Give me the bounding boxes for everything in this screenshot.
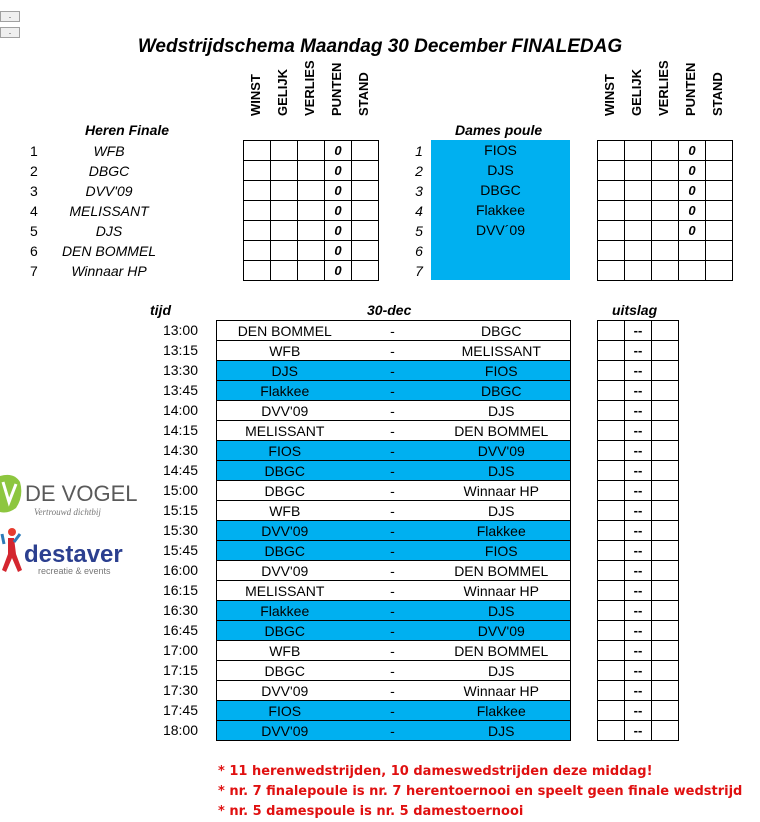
away-score-cell[interactable] (652, 621, 679, 641)
match-row (217, 461, 571, 481)
table-row (598, 221, 733, 241)
match-time: 13:45 (162, 382, 198, 398)
punten-cell[interactable]: 0 (679, 161, 706, 181)
table-row (244, 221, 379, 241)
col-stand-heren: STAND (356, 72, 371, 116)
result-separator: -- (625, 421, 652, 441)
result-separator: -- (625, 641, 652, 661)
match-time: 14:30 (162, 442, 198, 458)
punten-cell[interactable]: 0 (325, 261, 352, 281)
result-separator: -- (625, 481, 652, 501)
result-row (598, 621, 679, 641)
col-punten-dames: PUNTEN (683, 62, 698, 116)
heren-team: WFB (93, 143, 125, 159)
home-team[interactable]: DBGC (217, 621, 353, 641)
destaver-logo-mark (0, 524, 130, 580)
match-row (217, 701, 571, 721)
table-row (244, 181, 379, 201)
away-score-cell[interactable] (652, 501, 679, 521)
table-row (244, 161, 379, 181)
home-team[interactable]: Flakkee (217, 601, 353, 621)
punten-cell[interactable]: 0 (325, 201, 352, 221)
match-time: 13:15 (162, 342, 198, 358)
away-team[interactable]: DJS (433, 401, 571, 421)
away-team[interactable]: DJS (433, 501, 571, 521)
away-score-cell[interactable] (652, 701, 679, 721)
note-line: * nr. 7 finalepoule is nr. 7 herentoernooi en speelt geen finale wedstrijd (218, 784, 743, 799)
home-score-cell[interactable] (598, 721, 625, 741)
match-row (217, 641, 571, 661)
match-row (217, 681, 571, 701)
note-line: * 11 herenwedstrijden, 10 dameswedstrijden deze middag! (218, 764, 653, 779)
result-separator: -- (625, 681, 652, 701)
result-header: uitslag (612, 302, 658, 318)
dames-team: DJS (487, 162, 514, 178)
home-team[interactable]: WFB (217, 341, 353, 361)
match-row (217, 481, 571, 501)
heren-nr: 6 (30, 243, 38, 259)
table-row (244, 201, 379, 221)
result-separator: -- (625, 461, 652, 481)
result-row (598, 341, 679, 361)
home-team[interactable]: DBGC (217, 481, 353, 501)
match-time: 16:00 (162, 562, 198, 578)
dames-team: DVV´09 (475, 222, 526, 238)
heren-team: Winnaar HP (71, 263, 147, 279)
result-row (598, 541, 679, 561)
away-team[interactable]: DJS (433, 461, 571, 481)
match-separator: - (353, 321, 433, 341)
match-time: 16:15 (162, 582, 198, 598)
match-time: 17:30 (162, 682, 198, 698)
result-separator: -- (625, 501, 652, 521)
away-score-cell[interactable] (652, 541, 679, 561)
table-row (244, 241, 379, 261)
punten-cell[interactable]: 0 (325, 241, 352, 261)
match-time: 17:45 (162, 702, 198, 718)
match-time: 14:15 (162, 422, 198, 438)
match-time: 15:45 (162, 542, 198, 558)
dames-nr: 3 (415, 183, 423, 199)
note-line: * nr. 5 damespoule is nr. 5 damestoernooi (218, 804, 524, 819)
away-team[interactable]: Flakkee (433, 521, 571, 541)
result-separator: -- (625, 321, 652, 341)
away-team[interactable]: DJS (433, 721, 571, 741)
match-separator: - (353, 521, 433, 541)
result-separator: -- (625, 661, 652, 681)
punten-cell[interactable]: 0 (325, 181, 352, 201)
away-score-cell[interactable] (652, 521, 679, 541)
home-team[interactable]: DVV'09 (217, 521, 353, 541)
col-winst-dames: WINST (602, 74, 617, 116)
match-row (217, 621, 571, 641)
home-score-cell[interactable] (598, 501, 625, 521)
table-row (598, 141, 733, 161)
match-time: 15:30 (162, 522, 198, 538)
match-time: 13:30 (162, 362, 198, 378)
punten-cell[interactable] (679, 241, 706, 261)
match-separator: - (353, 661, 433, 681)
match-separator: - (353, 561, 433, 581)
result-row (598, 701, 679, 721)
away-team[interactable]: DBGC (433, 321, 571, 341)
result-row (598, 561, 679, 581)
table-row (598, 161, 733, 181)
devogel-logo-mark (0, 468, 150, 520)
away-score-cell[interactable] (652, 641, 679, 661)
dames-team: FIOS (484, 142, 517, 158)
away-score-cell[interactable] (652, 461, 679, 481)
result-separator: -- (625, 541, 652, 561)
away-score-cell[interactable] (652, 661, 679, 681)
result-separator: -- (625, 441, 652, 461)
match-separator: - (353, 381, 433, 401)
heren-team: DEN BOMMEL (61, 243, 157, 259)
home-team[interactable]: DBGC (217, 461, 353, 481)
home-score-cell[interactable] (598, 661, 625, 681)
table-row (244, 141, 379, 161)
punten-cell[interactable]: 0 (325, 221, 352, 241)
match-separator: - (353, 721, 433, 741)
home-score-cell[interactable] (598, 561, 625, 581)
away-score-cell[interactable] (652, 481, 679, 501)
result-row (598, 381, 679, 401)
home-team[interactable]: WFB (217, 641, 353, 661)
heren-nr: 2 (30, 163, 38, 179)
heren-nr: 4 (30, 203, 38, 219)
notes (218, 762, 742, 822)
col-verlies-dames: VERLIES (656, 60, 671, 116)
result-row (598, 321, 679, 341)
col-gelijk-heren: GELIJK (275, 69, 290, 116)
table-row (598, 181, 733, 201)
home-team[interactable]: MELISSANT (217, 581, 353, 601)
match-row (217, 581, 571, 601)
match-separator: - (353, 501, 433, 521)
result-row (598, 461, 679, 481)
result-separator: -- (625, 521, 652, 541)
away-score-cell[interactable] (652, 361, 679, 381)
result-row (598, 721, 679, 741)
dames-team (431, 260, 570, 280)
dames-team: Flakkee (475, 202, 526, 218)
dames-team (431, 240, 570, 260)
away-team[interactable]: DEN BOMMEL (433, 421, 571, 441)
result-row (598, 441, 679, 461)
heren-nr: 3 (30, 183, 38, 199)
dames-nr: 7 (415, 263, 423, 279)
heren-team: DVV'09 (85, 183, 133, 199)
home-score-cell[interactable] (598, 521, 625, 541)
home-team[interactable]: FIOS (217, 441, 353, 461)
match-row (217, 501, 571, 521)
home-score-cell[interactable] (598, 461, 625, 481)
table-row (244, 261, 379, 281)
col-winst-heren: WINST (248, 74, 263, 116)
result-row (598, 421, 679, 441)
match-time: 15:00 (162, 482, 198, 498)
date-header: 30-dec (367, 302, 412, 318)
away-score-cell[interactable] (652, 401, 679, 421)
away-team[interactable]: DJS (433, 601, 571, 621)
home-score-cell[interactable] (598, 401, 625, 421)
result-row (598, 661, 679, 681)
home-team[interactable]: WFB (217, 501, 353, 521)
table-row (598, 261, 733, 281)
home-team[interactable]: DVV'09 (217, 681, 353, 701)
match-row (217, 381, 571, 401)
result-row (598, 401, 679, 421)
away-team[interactable]: Winnaar HP (433, 481, 571, 501)
away-team[interactable]: FIOS (433, 361, 571, 381)
away-score-cell[interactable] (652, 341, 679, 361)
home-score-cell[interactable] (598, 601, 625, 621)
match-schedule (216, 320, 571, 741)
match-separator: - (353, 581, 433, 601)
heren-team: DBGC (88, 163, 130, 179)
match-separator: - (353, 701, 433, 721)
heren-team: DJS (95, 223, 123, 239)
table-row (598, 241, 733, 261)
dames-team-list (431, 140, 570, 280)
away-score-cell[interactable] (652, 601, 679, 621)
result-row (598, 601, 679, 621)
match-time: 15:15 (162, 502, 198, 518)
match-time: 16:45 (162, 622, 198, 638)
dames-team: DBGC (480, 182, 521, 198)
home-score-cell[interactable] (598, 361, 625, 381)
col-stand-dames: STAND (710, 72, 725, 116)
home-team[interactable]: DVV'09 (217, 721, 353, 741)
away-team[interactable]: DBGC (433, 381, 571, 401)
match-separator: - (353, 401, 433, 421)
match-separator: - (353, 481, 433, 501)
home-score-cell[interactable] (598, 641, 625, 661)
away-score-cell[interactable] (652, 421, 679, 441)
match-time: 14:45 (162, 462, 198, 478)
home-team[interactable]: DBGC (217, 661, 353, 681)
match-separator: - (353, 681, 433, 701)
away-team[interactable]: DVV'09 (433, 621, 571, 641)
match-time: 17:15 (162, 662, 198, 678)
away-team[interactable]: FIOS (433, 541, 571, 561)
home-score-cell[interactable] (598, 541, 625, 561)
away-team[interactable]: DJS (433, 661, 571, 681)
heren-standings-grid (243, 140, 379, 281)
punten-cell[interactable]: 0 (679, 141, 706, 161)
result-separator: -- (625, 601, 652, 621)
home-team[interactable]: DBGC (217, 541, 353, 561)
result-row (598, 481, 679, 501)
home-score-cell[interactable] (598, 321, 625, 341)
result-row (598, 361, 679, 381)
result-separator: -- (625, 581, 652, 601)
sheet-button-1[interactable]: . (0, 11, 20, 22)
match-separator: - (353, 341, 433, 361)
dames-nr: 2 (415, 163, 423, 179)
match-row (217, 341, 571, 361)
result-row (598, 501, 679, 521)
match-time: 16:30 (162, 602, 198, 618)
devogel-tagline: Vertrouwd dichtbij (34, 507, 101, 517)
away-score-cell[interactable] (652, 321, 679, 341)
punten-cell[interactable]: 0 (325, 161, 352, 181)
away-team[interactable]: DEN BOMMEL (433, 641, 571, 661)
match-row (217, 661, 571, 681)
home-score-cell[interactable] (598, 481, 625, 501)
away-team[interactable]: DEN BOMMEL (433, 561, 571, 581)
away-team[interactable]: MELISSANT (433, 341, 571, 361)
col-punten-heren: PUNTEN (329, 62, 344, 116)
away-score-cell[interactable] (652, 561, 679, 581)
match-separator: - (353, 421, 433, 441)
result-separator: -- (625, 361, 652, 381)
match-row (217, 321, 571, 341)
result-row (598, 681, 679, 701)
home-score-cell[interactable] (598, 421, 625, 441)
heren-team: MELISSANT (69, 203, 149, 219)
match-row (217, 521, 571, 541)
match-row (217, 361, 571, 381)
result-separator: -- (625, 621, 652, 641)
home-team[interactable]: MELISSANT (217, 421, 353, 441)
heren-nr: 7 (30, 263, 38, 279)
destaver-logo (0, 524, 130, 580)
table-row (598, 201, 733, 221)
destaver-name: destaver (24, 541, 123, 568)
match-row (217, 561, 571, 581)
punten-cell[interactable]: 0 (679, 221, 706, 241)
match-time: 14:00 (162, 402, 198, 418)
home-score-cell[interactable] (598, 621, 625, 641)
punten-cell[interactable] (679, 261, 706, 281)
dames-nr: 1 (415, 143, 423, 159)
match-time: 18:00 (162, 722, 198, 738)
home-team[interactable]: DJS (217, 361, 353, 381)
home-team[interactable]: Flakkee (217, 381, 353, 401)
devogel-name: DE VOGEL (25, 481, 138, 506)
match-separator: - (353, 461, 433, 481)
result-separator: -- (625, 561, 652, 581)
away-team[interactable]: Winnaar HP (433, 581, 571, 601)
home-team[interactable]: DEN BOMMEL (217, 321, 353, 341)
dames-nr: 4 (415, 203, 423, 219)
result-separator: -- (625, 341, 652, 361)
col-gelijk-dames: GELIJK (629, 69, 644, 116)
match-separator: - (353, 441, 433, 461)
result-separator: -- (625, 701, 652, 721)
dames-heading: Dames poule (455, 122, 543, 138)
away-score-cell[interactable] (652, 721, 679, 741)
home-score-cell[interactable] (598, 701, 625, 721)
match-time: 17:00 (162, 642, 198, 658)
home-team[interactable]: FIOS (217, 701, 353, 721)
away-team[interactable]: DVV'09 (433, 441, 571, 461)
destaver-tagline: recreatie & events (38, 566, 111, 576)
match-row (217, 541, 571, 561)
heren-nr: 5 (30, 223, 38, 239)
match-time: 13:00 (162, 322, 198, 338)
punten-cell[interactable]: 0 (325, 141, 352, 161)
home-team[interactable]: DVV'09 (217, 561, 353, 581)
away-team[interactable]: Winnaar HP (433, 681, 571, 701)
dames-nr: 5 (415, 223, 423, 239)
home-score-cell[interactable] (598, 381, 625, 401)
result-row (598, 581, 679, 601)
match-separator: - (353, 601, 433, 621)
home-score-cell[interactable] (598, 441, 625, 461)
home-team[interactable]: DVV'09 (217, 401, 353, 421)
match-row (217, 401, 571, 421)
time-list (130, 320, 198, 740)
dames-standings-grid (597, 140, 733, 281)
match-row (217, 421, 571, 441)
match-row (217, 441, 571, 461)
away-score-cell[interactable] (652, 441, 679, 461)
home-score-cell[interactable] (598, 341, 625, 361)
dames-nr: 6 (415, 243, 423, 259)
away-score-cell[interactable] (652, 381, 679, 401)
page-title: Wedstrijdschema Maandag 30 December FINALEDAG (137, 36, 623, 57)
result-separator: -- (625, 401, 652, 421)
match-separator: - (353, 361, 433, 381)
result-separator: -- (625, 381, 652, 401)
col-verlies-heren: VERLIES (302, 60, 317, 116)
punten-cell[interactable]: 0 (679, 181, 706, 201)
sheet-button-2[interactable]: . (0, 27, 20, 38)
punten-cell[interactable]: 0 (679, 201, 706, 221)
away-score-cell[interactable] (652, 681, 679, 701)
match-row (217, 721, 571, 741)
heren-nr: 1 (30, 143, 38, 159)
heren-heading: Heren Finale (85, 122, 170, 138)
result-separator: -- (625, 721, 652, 741)
result-row (598, 521, 679, 541)
devogel-logo (0, 468, 150, 520)
home-score-cell[interactable] (598, 681, 625, 701)
match-separator: - (353, 541, 433, 561)
match-separator: - (353, 621, 433, 641)
home-score-cell[interactable] (598, 581, 625, 601)
match-row (217, 601, 571, 621)
time-header: tijd (150, 302, 171, 318)
away-score-cell[interactable] (652, 581, 679, 601)
away-team[interactable]: Flakkee (433, 701, 571, 721)
result-row (598, 641, 679, 661)
result-grid (597, 320, 679, 741)
match-separator: - (353, 641, 433, 661)
